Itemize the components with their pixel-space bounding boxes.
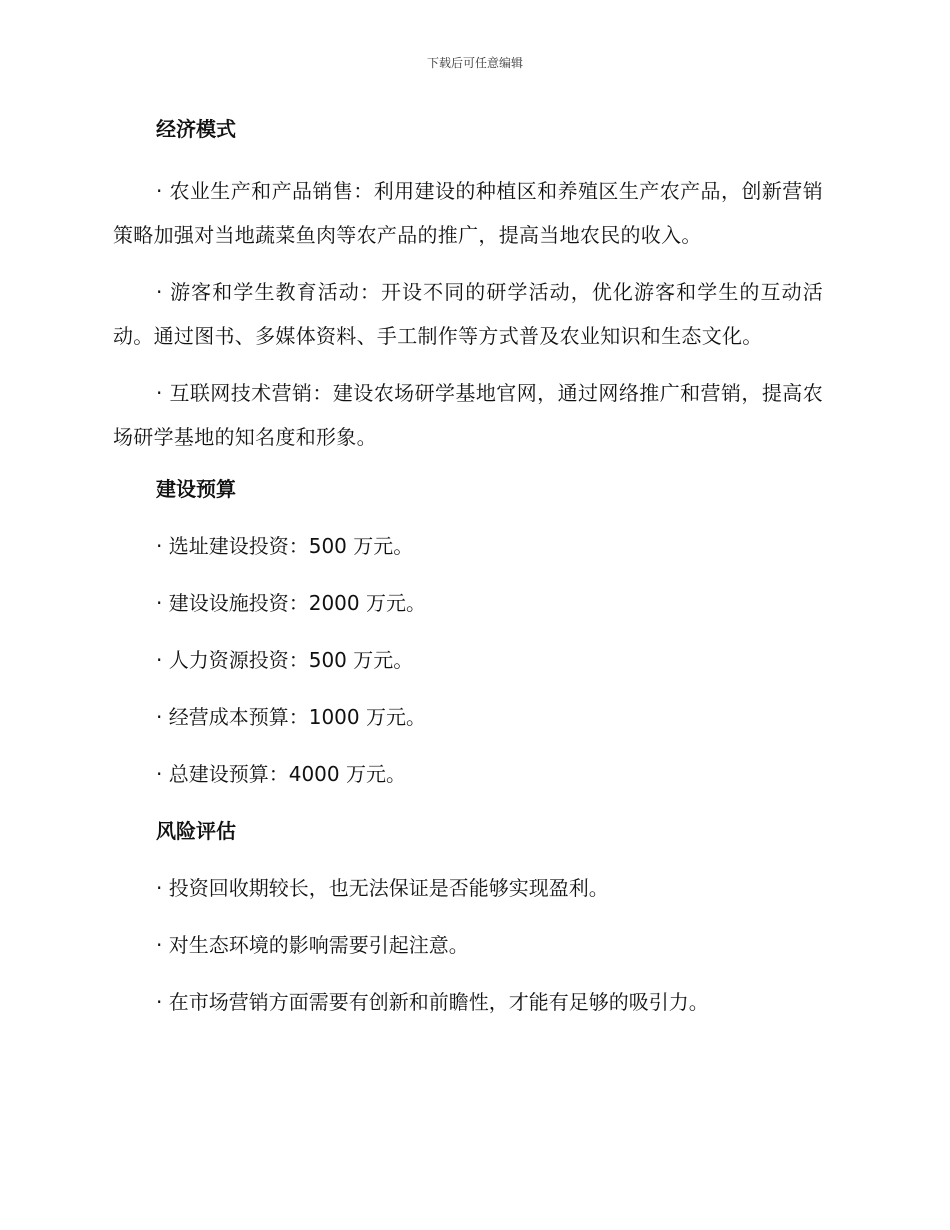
- section-budget: [113, 472, 823, 791]
- paragraph: · 互联网技术营销：建设农场研学基地官网，通过网络推广和营销，提高农场研学基地的知名度和形象。: [113, 381, 823, 449]
- list-item: · 在市场营销方面需要有创新和前瞻性，才能有足够的吸引力。: [156, 990, 709, 1014]
- list-item: · 建设设施投资：2000 万元。: [156, 591, 426, 615]
- section-economic-model: [113, 112, 823, 459]
- paragraph: · 游客和学生教育活动：开设不同的研学活动，优化游客和学生的互动活动。通过图书、多媒体资料、手工制作等方式普及农业知识和生态文化。: [113, 280, 823, 348]
- list-item: · 对生态环境的影响需要引起注意。: [156, 933, 469, 957]
- paragraph: · 农业生产和产品销售：利用建设的种植区和养殖区生产农产品，创新营销策略加强对当地蔬菜鱼肉等农产品的推广，提高当地农民的收入。: [113, 179, 823, 247]
- list-item: · 人力资源投资：500 万元。: [156, 648, 414, 672]
- section-heading: 经济模式: [156, 117, 236, 141]
- list-item: · 选址建设投资：500 万元。: [156, 534, 414, 558]
- document-body: [113, 112, 823, 1019]
- section-heading: 建设预算: [156, 477, 236, 501]
- header-note: 下载后可任意编辑: [426, 56, 523, 70]
- section-risk-assessment: [113, 814, 823, 1019]
- list-item: · 投资回收期较长，也无法保证是否能够实现盈利。: [156, 876, 609, 900]
- list-item: · 经营成本预算：1000 万元。: [156, 705, 426, 729]
- section-heading: 风险评估: [156, 819, 236, 843]
- list-item: · 总建设预算：4000 万元。: [156, 762, 406, 786]
